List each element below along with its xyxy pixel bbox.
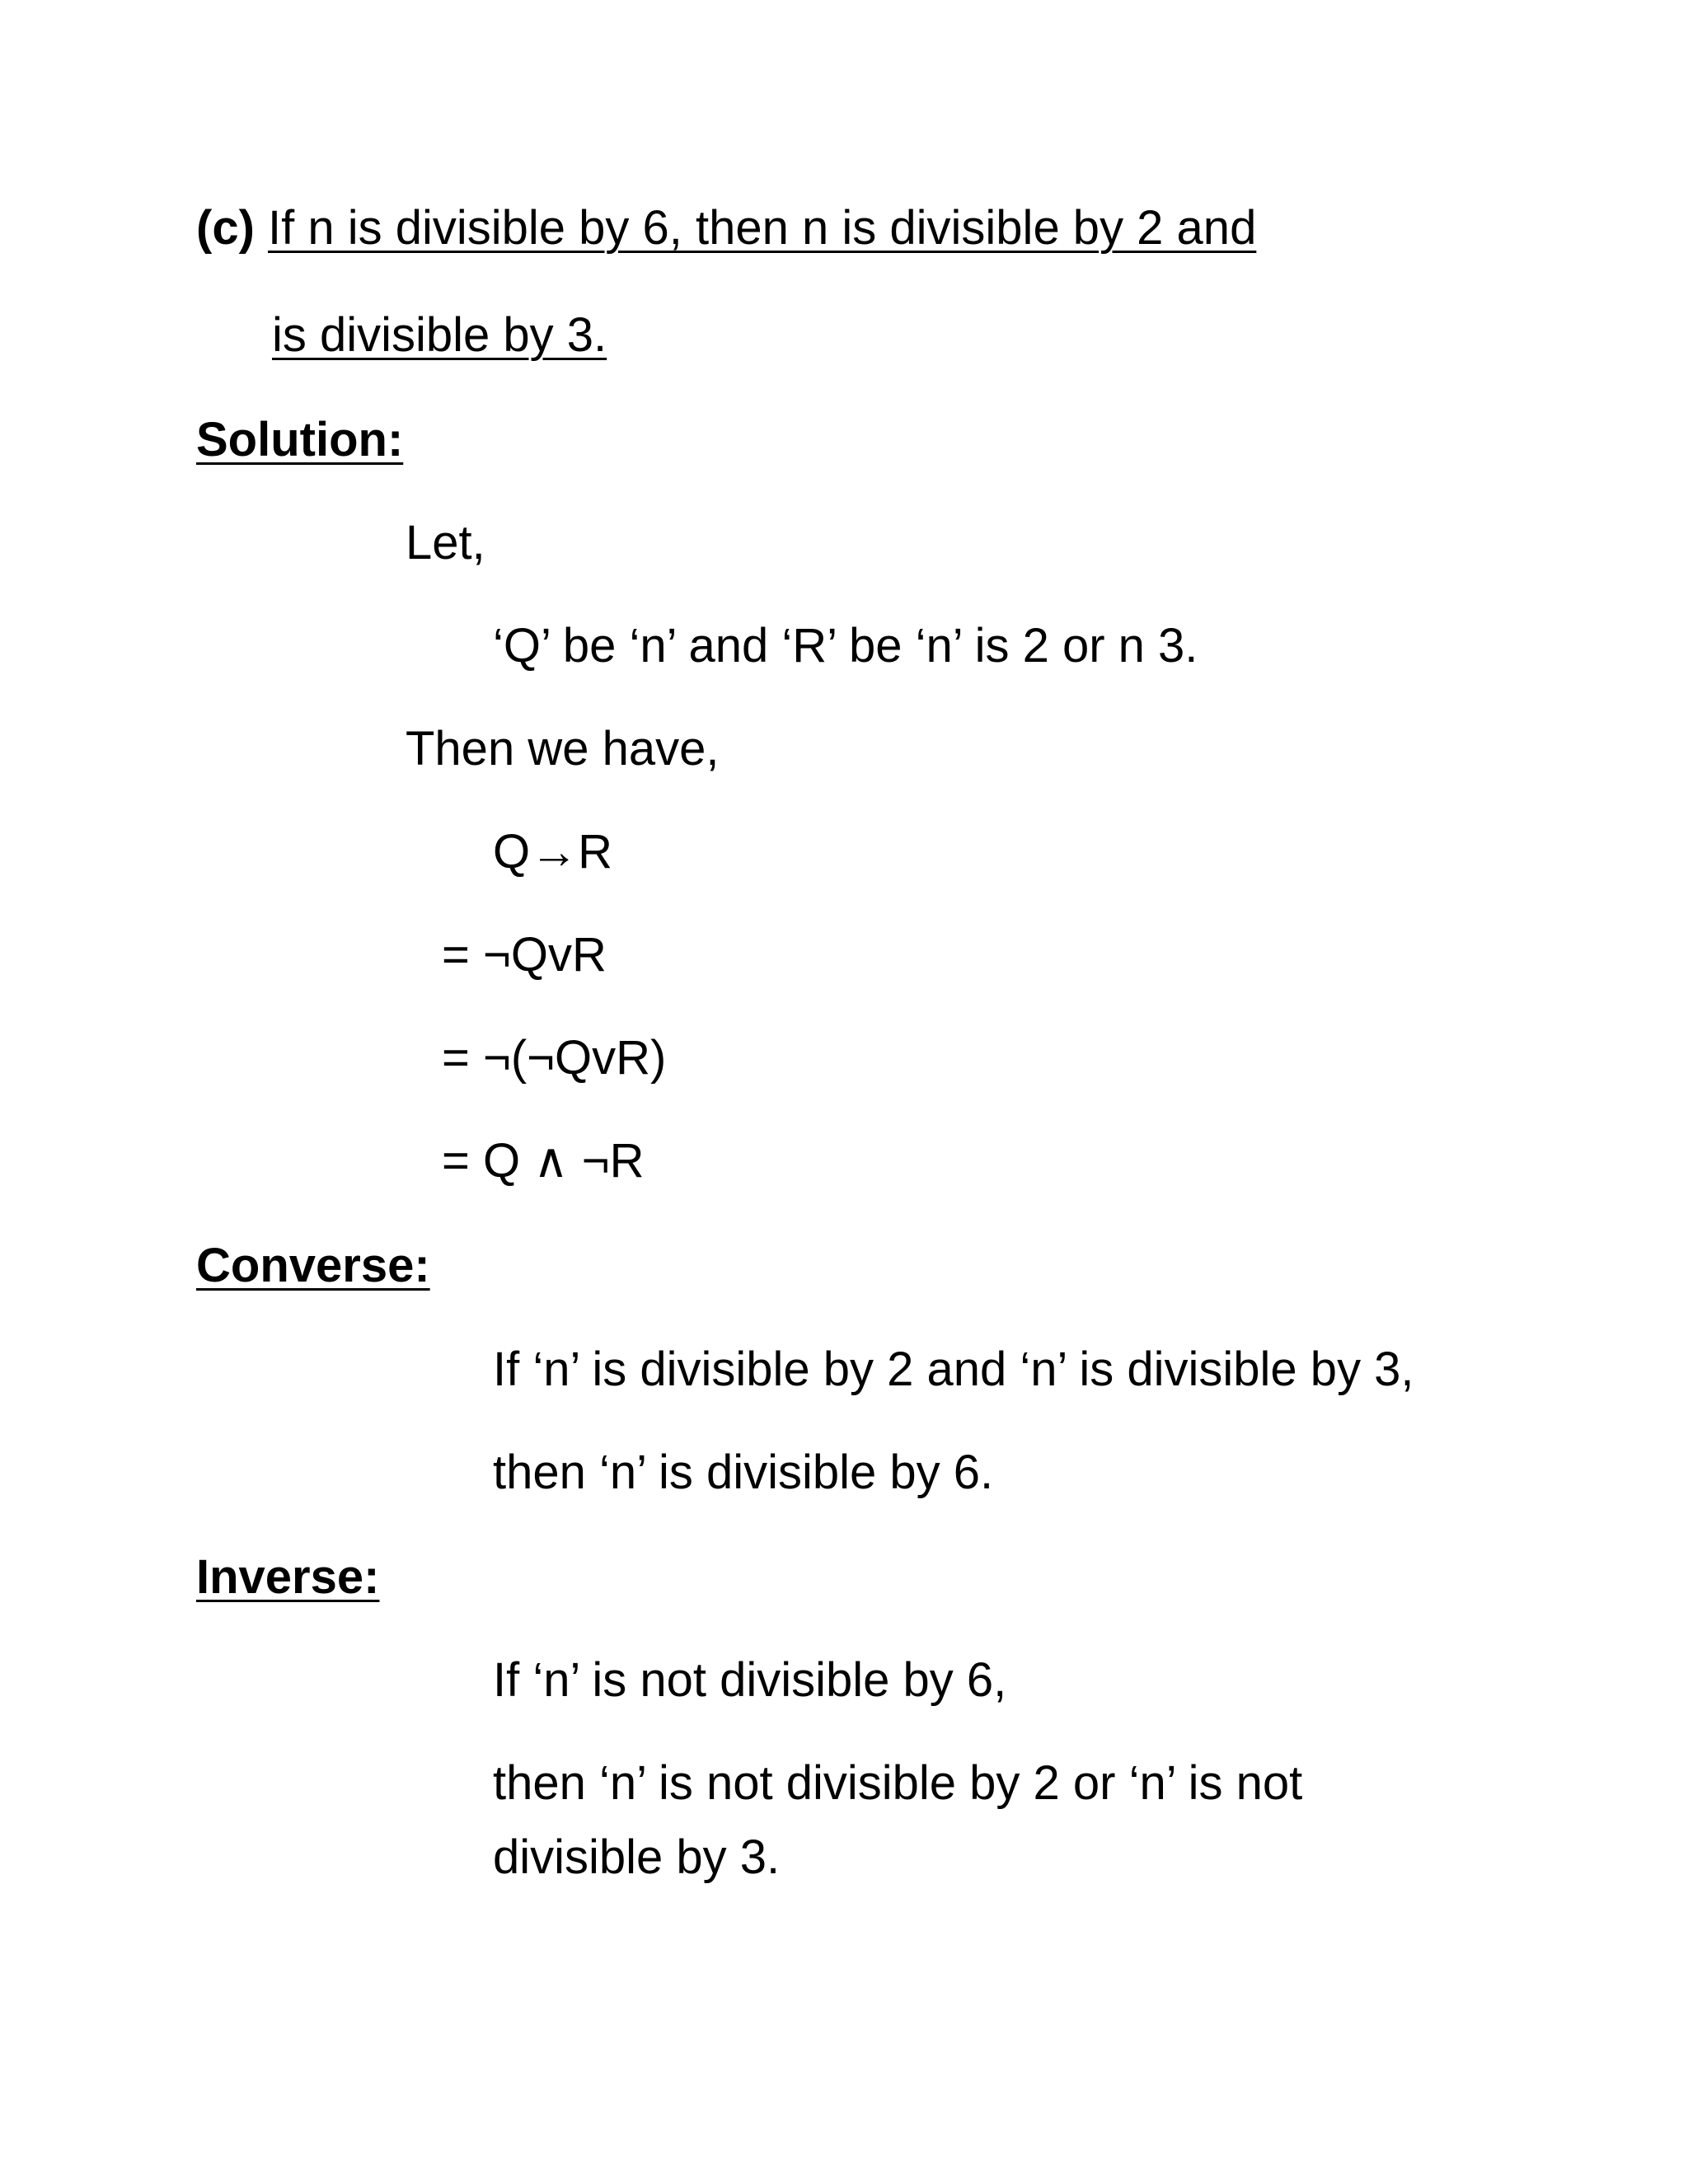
step-disjunction: = ¬QvR: [442, 928, 607, 982]
question-line-2: is divisible by 3.: [272, 308, 607, 362]
converse-heading: Converse:: [196, 1239, 430, 1292]
inverse-heading: Inverse:: [196, 1550, 380, 1604]
step-conjunction: = Q ∧ ¬R: [442, 1134, 645, 1188]
inverse-line-2: then ‘n’ is not divisible by 2 or ‘n’ is not: [493, 1756, 1303, 1810]
definition-text: ‘Q’ be ‘n’ and ‘R’ be ‘n’ is 2 or n 3.: [493, 619, 1198, 673]
question-text: If n is divisible by 6, then n is divisible by 2 and: [268, 201, 1257, 255]
let-text: Let,: [406, 516, 485, 569]
inverse-line-3: divisible by 3.: [493, 1830, 781, 1884]
step-negation: = ¬(¬QvR): [442, 1031, 667, 1085]
converse-line-2: then ‘n’ is divisible by 6.: [493, 1446, 994, 1499]
converse-line-1: If ‘n’ is divisible by 2 and ‘n’ is divisible by 3,: [493, 1343, 1414, 1396]
step-implication: Q→R: [493, 825, 612, 879]
question-label: (c): [196, 201, 255, 255]
then-we-have-text: Then we have,: [406, 722, 720, 776]
inverse-line-1: If ‘n’ is not divisible by 6,: [493, 1653, 1007, 1707]
question-line-1: [196, 201, 1257, 255]
solution-heading: Solution:: [196, 413, 404, 466]
